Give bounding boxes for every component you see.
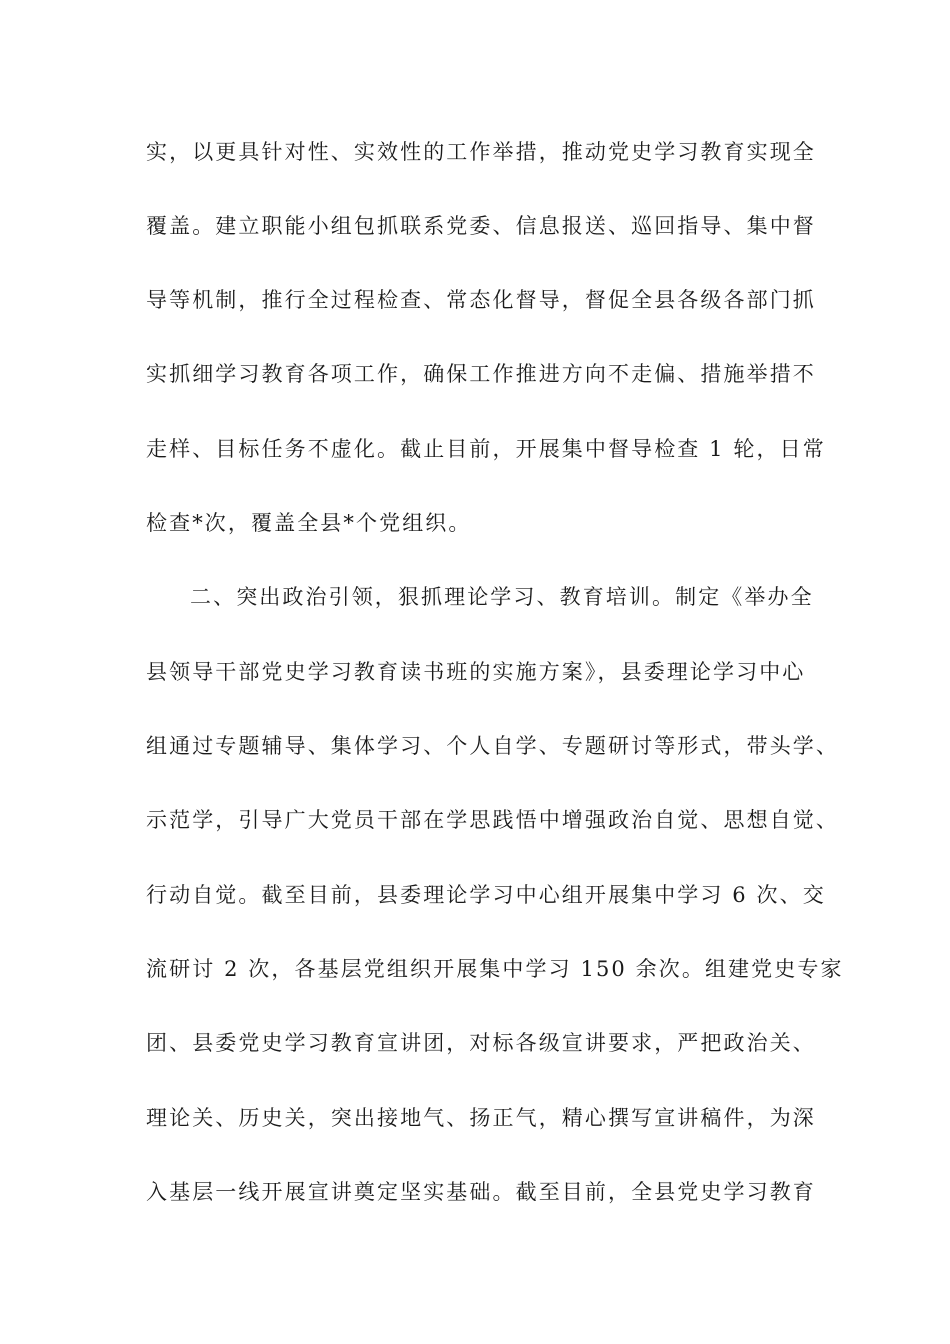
paragraph-line: 走样、目标任务不虚化。截止目前，开展集中督导检查 1 轮，日常 <box>146 437 826 461</box>
paragraph-line: 覆盖。建立职能小组包抓联系党委、信息报送、巡回指导、集中督 <box>146 214 816 238</box>
paragraph-line: 实，以更具针对性、实效性的工作举措，推动党史学习教育实现全 <box>146 140 816 164</box>
paragraph-line: 县领导干部党史学习教育读书班的实施方案》，县委理论学习中心 <box>146 660 806 684</box>
paragraph-line: 示范学，引导广大党员干部在学思践悟中增强政治自觉、思想自觉、 <box>146 808 839 832</box>
paragraph-line: 流研讨 2 次，各基层党组织开展集中学习 150 余次。组建党史专家 <box>146 957 844 981</box>
paragraph-line: 实抓细学习教育各项工作，确保工作推进方向不走偏、措施举措不 <box>146 362 816 386</box>
paragraph-line: 二、突出政治引领，狠抓理论学习、教育培训。制定《举办全 <box>190 585 814 609</box>
paragraph-line: 检查*次，覆盖全县*个党组织。 <box>146 511 472 535</box>
paragraph-line: 入基层一线开展宣讲奠定坚实基础。截至目前，全县党史学习教育 <box>146 1180 816 1204</box>
paragraph-line: 行动自觉。截至目前，县委理论学习中心组开展集中学习 6 次、交 <box>146 883 826 907</box>
paragraph-line: 理论关、历史关，突出接地气、扬正气，精心撰写宣讲稿件，为深 <box>146 1106 816 1130</box>
paragraph-line: 组通过专题辅导、集体学习、个人自学、专题研讨等形式，带头学、 <box>146 734 839 758</box>
paragraph-line: 导等机制，推行全过程检查、常态化督导，督促全县各级各部门抓 <box>146 288 816 312</box>
paragraph-line: 团、县委党史学习教育宣讲团，对标各级宣讲要求，严把政治关、 <box>146 1031 816 1055</box>
